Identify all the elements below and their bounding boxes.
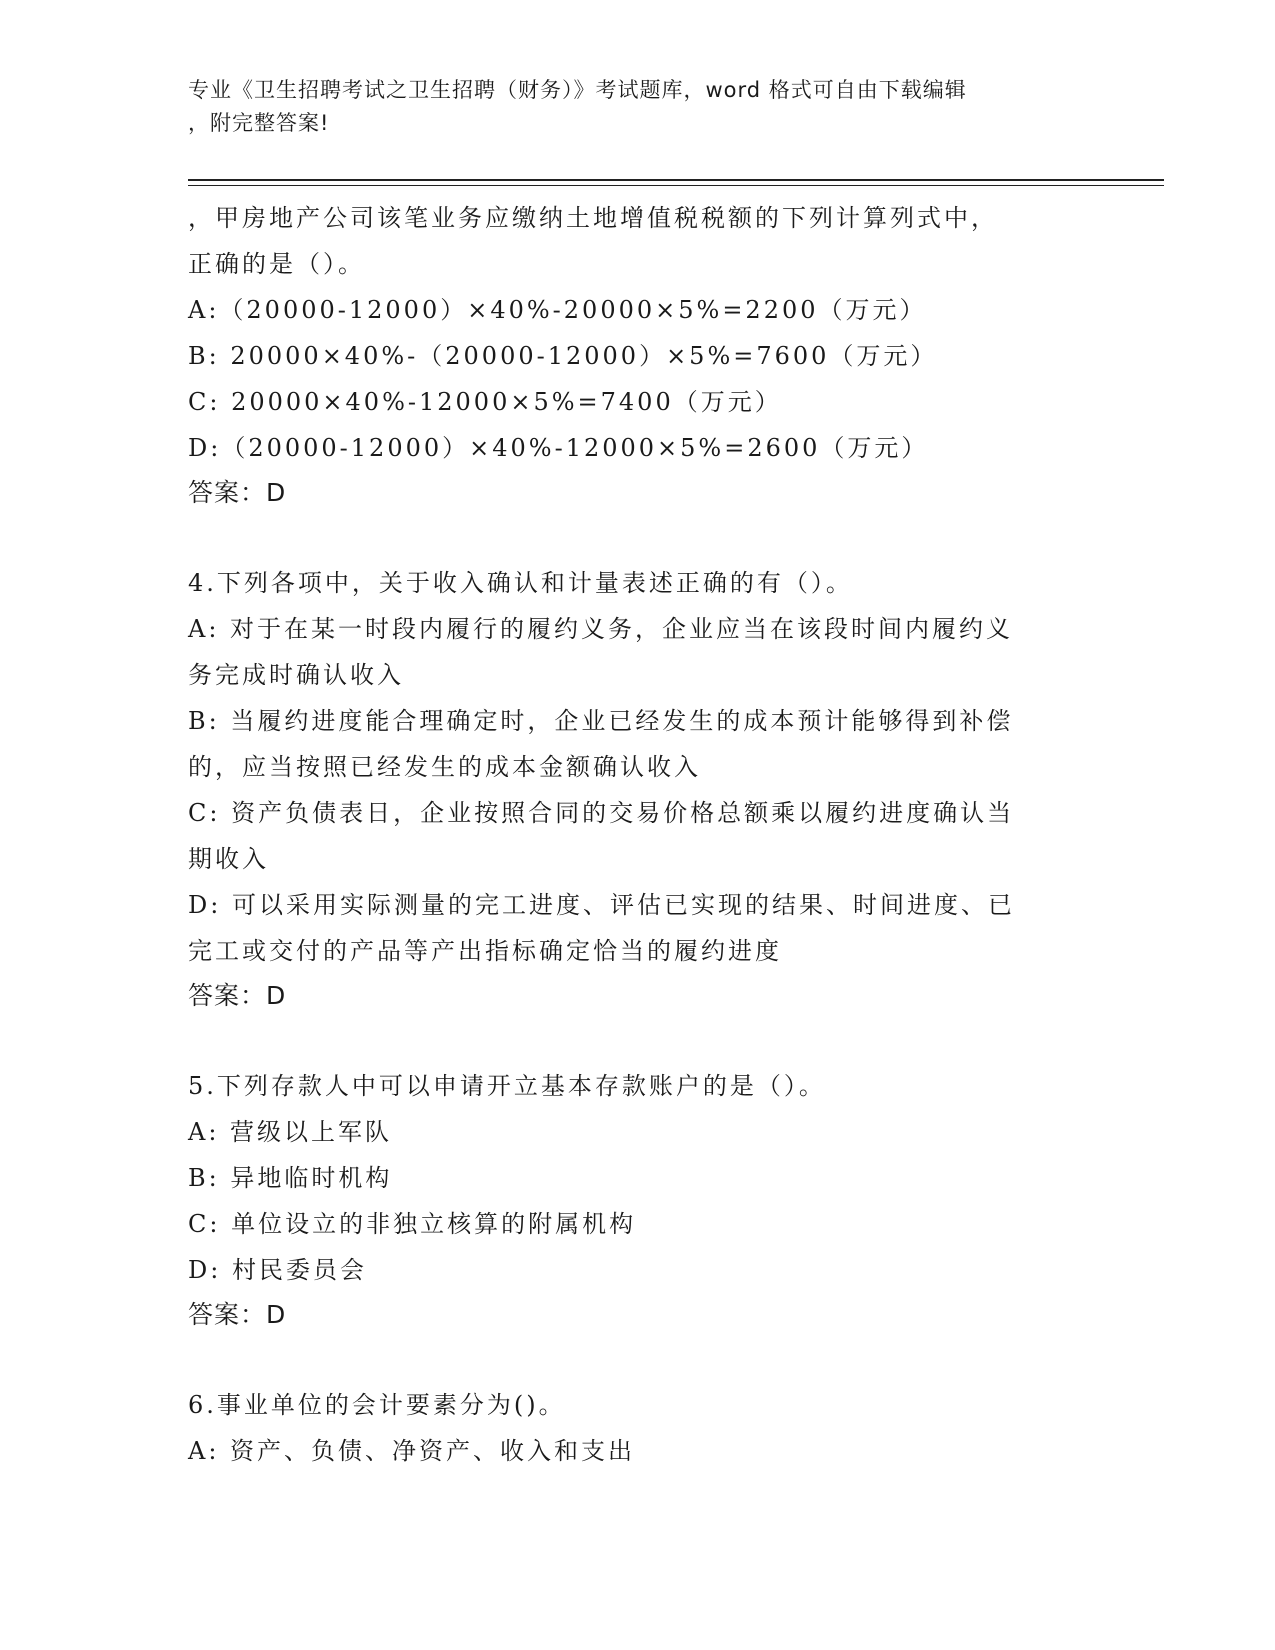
question-5-option-b: B: 异地临时机构	[188, 1164, 393, 1192]
question-3-answer: 答案：D	[188, 478, 287, 507]
question-4-option-c-line-1: C: 资产负债表日，企业按照合同的交易价格总额乘以履约进度确认当	[188, 799, 1015, 827]
question-5-option-c: C: 单位设立的非独立核算的附属机构	[188, 1210, 637, 1238]
question-4-option-b-line-1: B: 当履约进度能合理确定时，企业已经发生的成本预计能够得到补偿	[188, 707, 1014, 735]
question-6	[188, 1382, 1088, 1474]
question-4-option-b-line-2: 的，应当按照已经发生的成本金额确认收入	[188, 753, 701, 781]
question-3	[188, 195, 1088, 515]
question-4-option-d-line-1: D: 可以采用实际测量的完工进度、评估已实现的结果、时间进度、已	[188, 891, 1015, 919]
question-4-option-d-line-2: 完工或交付的产品等产出指标确定恰当的履约进度	[188, 937, 782, 965]
question-4-option-a-line-1: A: 对于在某一时段内履行的履约义务，企业应当在该段时间内履约义	[188, 615, 1014, 643]
question-4-answer: 答案：D	[188, 981, 287, 1010]
question-5-option-d: D: 村民委员会	[188, 1256, 367, 1284]
question-6-text: 6.事业单位的会计要素分为()。	[188, 1391, 566, 1419]
header-line-1: 专业《卫生招聘考试之卫生招聘（财务）》考试题库，word 格式可自由下载编辑	[188, 78, 967, 102]
header-line-2: ，附完整答案!	[188, 111, 330, 135]
question-4	[188, 560, 1088, 1018]
question-3-text-line-1: ，甲房地产公司该笔业务应缴纳土地增值税税额的下列计算列式中，	[188, 204, 998, 232]
question-5	[188, 1063, 1088, 1337]
question-3-option-d: D:（20000-12000）×40%-12000×5%=2600（万元）	[188, 434, 929, 462]
header-divider-thin	[188, 185, 1164, 186]
question-5-option-a: A: 营级以上军队	[188, 1118, 393, 1146]
question-3-option-b: B: 20000×40%-（20000-12000）×5%=7600（万元）	[188, 342, 938, 370]
question-4-option-a-line-2: 务完成时确认收入	[188, 661, 404, 689]
question-6-option-a: A: 资产、负债、净资产、收入和支出	[188, 1437, 636, 1465]
document-body	[188, 195, 1088, 1474]
document-header	[188, 74, 1068, 140]
header-divider-thick	[188, 179, 1164, 181]
question-5-answer: 答案：D	[188, 1300, 287, 1329]
question-4-text: 4.下列各项中，关于收入确认和计量表述正确的有（）。	[188, 569, 853, 597]
question-3-option-c: C: 20000×40%-12000×5%=7400（万元）	[188, 388, 782, 416]
question-3-text-line-2: 正确的是（）。	[188, 250, 365, 278]
question-4-option-c-line-2: 期收入	[188, 845, 269, 873]
question-3-option-a: A:（20000-12000）×40%-20000×5%=2200（万元）	[188, 296, 927, 324]
question-5-text: 5.下列存款人中可以申请开立基本存款账户的是（）。	[188, 1072, 826, 1100]
